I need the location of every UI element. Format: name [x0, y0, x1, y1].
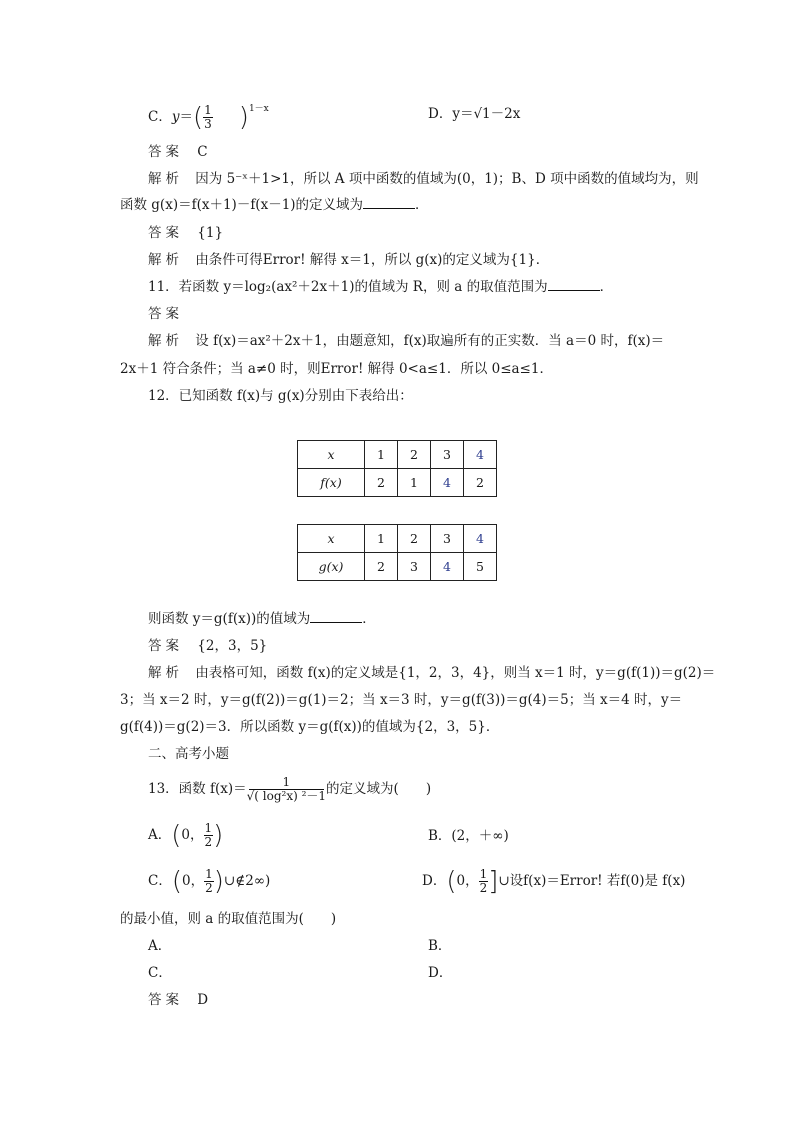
analysis-10-line2: 函数 g(x)＝f(x＋1)－f(x－1)的定义域为 ．: [120, 197, 429, 213]
question-text: 则函数 y＝g(f(x))的值域为: [148, 611, 311, 627]
answer-value: {1}: [197, 225, 224, 241]
answer-value: C: [197, 144, 208, 160]
analysis-label: 解析: [148, 252, 183, 268]
table-cell: 3: [398, 553, 431, 581]
option-text: ∪∉2∞): [223, 873, 271, 889]
analysis-text: 函数 g(x)＝f(x＋1)－f(x－1)的定义域为: [120, 197, 364, 213]
option-label: C．: [148, 873, 172, 889]
answer-label: 答案: [148, 638, 183, 654]
option-text: 0，: [456, 873, 479, 889]
table-g: [297, 524, 497, 581]
answer-14: [148, 991, 208, 1009]
table-row-label: [298, 553, 365, 581]
analysis-label: 解析: [148, 171, 183, 187]
table-row: [298, 469, 497, 497]
table-cell: 5: [464, 553, 497, 581]
fraction-numerator: 1: [205, 867, 213, 881]
analysis-12-line2: 3；当 x＝2 时，y＝g(f(2))＝g(1)＝2；当 x＝3 时，y＝g(f(3))＝g(4)＝5；当 x＝4 时，y＝: [120, 692, 683, 708]
question-14-continued: 的最小值，则 a 的取值范围为( ): [120, 911, 337, 927]
question-text: 13．函数 f(x)＝: [148, 781, 247, 797]
answer-12: [148, 637, 267, 655]
analysis-set1: [148, 251, 549, 269]
table-cell: 2: [365, 469, 398, 497]
q13-option-d: [422, 868, 685, 895]
fraction: [204, 822, 214, 849]
option-c: [148, 100, 269, 131]
analysis-text: 设 f(x)＝ax²＋2x＋1，由题意知，f(x)取遍所有的正实数．当 a＝0 时，f(x)＝: [195, 333, 665, 349]
fraction-numerator: 1: [479, 867, 488, 881]
analysis-label: 解析: [148, 333, 183, 349]
answer-blank: [363, 196, 415, 209]
table-f: [297, 440, 497, 497]
table-header-cell: [298, 441, 365, 469]
cell-text: x: [327, 531, 335, 546]
right-paren: ): [213, 866, 224, 897]
option-label: C．: [148, 109, 172, 125]
analysis-label: 解析: [148, 665, 183, 681]
table-cell: 4: [431, 469, 464, 497]
cell-text: x: [327, 447, 335, 462]
answer-label: 答案: [148, 225, 183, 241]
analysis-text: 因为 5⁻ˣ＋1>1，所以 A 项中函数的值域为(0，1)；B、D 项中函数的值域均为，则: [195, 171, 699, 187]
fraction-denominator: 2: [205, 881, 213, 895]
table-row: [298, 525, 497, 553]
fraction: [479, 868, 489, 895]
right-bracket: ]: [488, 866, 499, 897]
table-header-cell: 3: [431, 441, 464, 469]
analysis-11-line2: 2x＋1 符合条件；当 a≠0 时，则Error! 解得 0<a≤1．所以 0≤a≤1．: [120, 361, 553, 377]
answer-label: 答案: [148, 144, 183, 160]
q14-option-a: A．: [148, 938, 172, 954]
analysis-12-line1: [148, 664, 715, 682]
table-cell: 4: [431, 553, 464, 581]
question-11: 11．若函数 y＝log₂(ax²＋2x＋1)的值域为 R，则 a 的取值范围为 ．: [148, 279, 614, 295]
table-row: [298, 441, 497, 469]
option-text: 0，: [181, 827, 204, 843]
q13-option-b: B．(2，＋∞): [428, 828, 509, 844]
cell-text: f(x): [320, 475, 342, 490]
answer-value: D: [197, 992, 209, 1008]
analysis-12-line3: g(f(4))＝g(2)＝3．所以函数 y＝g(f(x))的值域为{2，3，5}．: [120, 719, 500, 735]
fraction-denominator: √( log²x) ²－1: [246, 789, 327, 803]
q14-option-b: B．: [428, 938, 452, 954]
table-header-cell: 2: [398, 441, 431, 469]
question-text: 11．若函数 y＝log₂(ax²＋2x＋1)的值域为 R，则 a 的取值范围为: [148, 279, 548, 295]
analysis-10-line1: [148, 170, 699, 188]
question-12-follow: 则函数 y＝g(f(x))的值域为 ．: [148, 611, 376, 627]
fraction: [203, 104, 213, 131]
option-d: D．y＝√1－2x: [428, 106, 521, 122]
left-paren: (: [446, 866, 457, 897]
table-cell: 2: [464, 469, 497, 497]
fraction-numerator: 1: [249, 776, 325, 790]
table-row: [298, 553, 497, 581]
answer-10: [148, 143, 208, 161]
fraction: [247, 776, 326, 803]
equals-sign: ＝: [179, 109, 193, 125]
fraction-denominator: 3: [204, 117, 212, 131]
analysis-text: 由条件可得Error! 解得 x＝1，所以 g(x)的定义域为{1}．: [195, 252, 550, 268]
option-text: ∪设f(x)＝Error! 若f(0)是 f(x): [498, 873, 686, 889]
table-header-cell: 2: [398, 525, 431, 553]
table-cell: 2: [365, 553, 398, 581]
q13-option-c: [148, 868, 270, 895]
option-label: D．: [422, 873, 447, 889]
table-cell: 1: [398, 469, 431, 497]
fraction-numerator: 1: [204, 103, 212, 117]
table-header-cell: 4: [464, 441, 497, 469]
table-header-cell: 1: [365, 525, 398, 553]
table-header-cell: 3: [431, 525, 464, 553]
left-paren: (: [171, 866, 182, 897]
analysis-text: 由表格可知，函数 f(x)的定义域是{1，2，3，4}，则当 x＝1 时，y＝g(f(1))＝g(2)＝: [195, 665, 716, 681]
right-paren: ): [238, 102, 249, 133]
answer-blank: [548, 278, 600, 291]
answer-blank: [310, 610, 362, 623]
fraction-denominator: 2: [479, 881, 488, 895]
question-12: 12．已知函数 f(x)与 g(x)分别由下表给出：: [148, 388, 413, 404]
table-row-label: [298, 469, 365, 497]
answer-label: 答案: [148, 306, 183, 322]
fraction-numerator: 1: [204, 821, 213, 835]
exponent: 1－x: [248, 104, 269, 114]
answer-label: 答案: [148, 992, 183, 1008]
answer-value: {2，3，5}: [197, 638, 268, 654]
left-paren: (: [192, 102, 204, 133]
q13-option-a: [148, 822, 223, 849]
fraction: [204, 868, 214, 895]
option-label: A．: [148, 827, 172, 843]
answer-set1: [148, 224, 223, 242]
right-paren: ): [213, 820, 224, 851]
table-header-cell: 4: [464, 525, 497, 553]
section-title: 二、高考小题: [148, 746, 229, 762]
var-y: y: [171, 109, 180, 125]
q14-option-c: C．: [148, 965, 172, 981]
table-header-cell: [298, 525, 365, 553]
question-13: [148, 776, 431, 803]
q14-option-d: D．: [428, 965, 453, 981]
left-paren: (: [171, 820, 182, 851]
cell-text: g(x): [318, 559, 344, 574]
option-text: 0，: [182, 873, 205, 889]
answer-11: [148, 305, 183, 323]
question-text: 的定义域为( ): [326, 781, 432, 797]
table-header-cell: 1: [365, 441, 398, 469]
analysis-11-line1: [148, 332, 664, 350]
fraction-denominator: 2: [204, 835, 213, 849]
